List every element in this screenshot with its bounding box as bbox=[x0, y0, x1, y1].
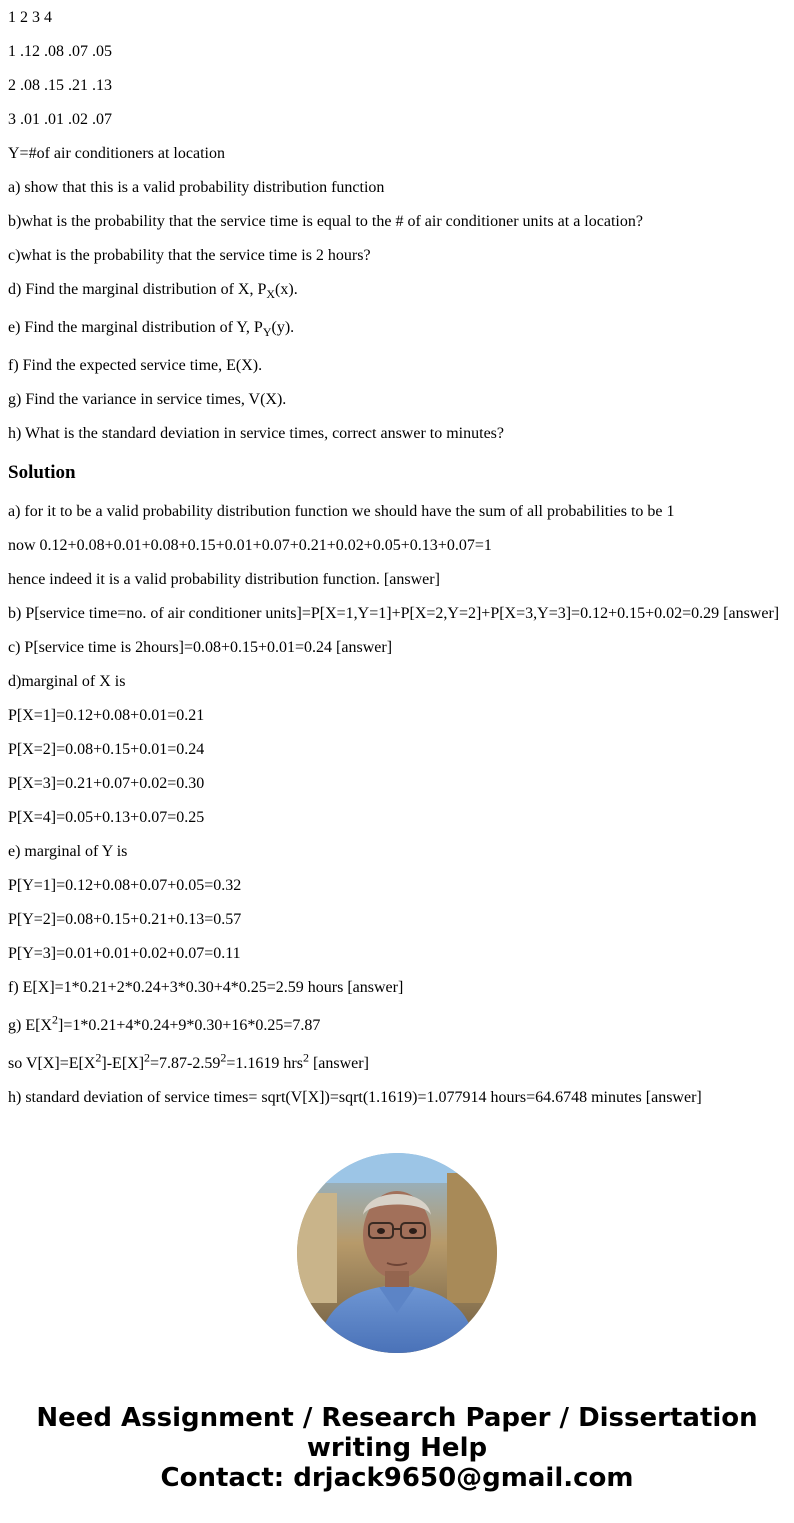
solution-h: h) standard deviation of service times= sqrt(V[X])=sqrt(1.1619)=1.077914 hours=64.6748 minutes [answer] bbox=[8, 1089, 702, 1106]
question-d: d) Find the marginal distribution of X, $P_X(x)$. bbox=[8, 281, 298, 302]
solution-d-heading: d)marginal of X is bbox=[8, 673, 126, 690]
question-b: b)what is the probability that the service time is equal to the # of air conditioner units at a location? bbox=[8, 213, 643, 230]
solution-a-line-1: a) for it to be a valid probability distribution function we should have the sum of all probabilities to be 1 bbox=[8, 503, 675, 520]
solution-e-3: P[Y=3]=0.01+0.01+0.02+0.07=0.11 bbox=[8, 945, 241, 962]
solution-d-1: P[X=1]=0.12+0.08+0.01=0.21 bbox=[8, 707, 205, 724]
solution-g: g) $E[X^2]=1*0.21+4*0.24+9*0.30+16*0.25=7.87$ bbox=[8, 1012, 321, 1034]
solution-variance: so $V[X]=E[X^2]-E[X]^2=7.87-2.59^2=1.1619$ hrs$^2$ [answer] bbox=[8, 1050, 369, 1072]
table-row-1: 1 .12 .08 .07 .05 bbox=[8, 43, 112, 60]
banner-contact-line: Contact: drjack9650@gmail.com bbox=[160, 1463, 634, 1493]
solution-heading: Solution bbox=[8, 462, 76, 483]
solution-f: f) E[X]=1*0.21+2*0.24+3*0.30+4*0.25=2.59 hours [answer] bbox=[8, 979, 404, 996]
question-f: f) Find the expected service time, E(X). bbox=[8, 357, 263, 374]
contact-banner bbox=[0, 1403, 794, 1493]
solution-d-3: P[X=3]=0.21+0.07+0.02=0.30 bbox=[8, 775, 205, 792]
question-a: a) show that this is a valid probability distribution function bbox=[8, 179, 385, 196]
solution-e-heading: e) marginal of Y is bbox=[8, 843, 128, 860]
solution-d-4: P[X=4]=0.05+0.13+0.07=0.25 bbox=[8, 809, 205, 826]
table-header-row: 1 2 3 4 bbox=[8, 9, 52, 26]
solution-a-line-2: now 0.12+0.08+0.01+0.08+0.15+0.01+0.07+0.21+0.02+0.05+0.13+0.07=1 bbox=[8, 537, 492, 554]
table-row-3: 3 .01 .01 .02 .07 bbox=[8, 111, 112, 128]
solution-c: c) P[service time is 2hours]=0.08+0.15+0.01=0.24 [answer] bbox=[8, 639, 393, 656]
question-g: g) Find the variance in service times, V(X). bbox=[8, 391, 287, 408]
solution-e-1: P[Y=1]=0.12+0.08+0.07+0.05=0.32 bbox=[8, 877, 242, 894]
solution-e-2: P[Y=2]=0.08+0.15+0.21+0.13=0.57 bbox=[8, 911, 242, 928]
author-portrait-image bbox=[297, 1153, 497, 1353]
solution-d-2: P[X=2]=0.08+0.15+0.01=0.24 bbox=[8, 741, 205, 758]
solution-a-line-3: hence indeed it is a valid probability distribution function. [answer] bbox=[8, 571, 440, 588]
question-e: e) Find the marginal distribution of Y, $P_Y(y)$. bbox=[8, 319, 295, 340]
table-row-2: 2 .08 .15 .21 .13 bbox=[8, 77, 112, 94]
banner-line-1: Need Assignment / Research Paper / Dissertation bbox=[36, 1403, 758, 1433]
question-h: h) What is the standard deviation in service times, correct answer to minutes? bbox=[8, 425, 504, 442]
solution-b: b) P[service time=no. of air conditioner units]=P[X=1,Y=1]+P[X=2,Y=2]+P[X=3,Y=3]=0.12+0.15+0.02=0.29 [answer] bbox=[8, 605, 780, 622]
y-definition: Y=#of air conditioners at location bbox=[8, 145, 225, 162]
question-c: c)what is the probability that the service time is 2 hours? bbox=[8, 247, 371, 264]
banner-line-2: writing Help bbox=[306, 1433, 488, 1463]
author-avatar bbox=[297, 1153, 497, 1353]
